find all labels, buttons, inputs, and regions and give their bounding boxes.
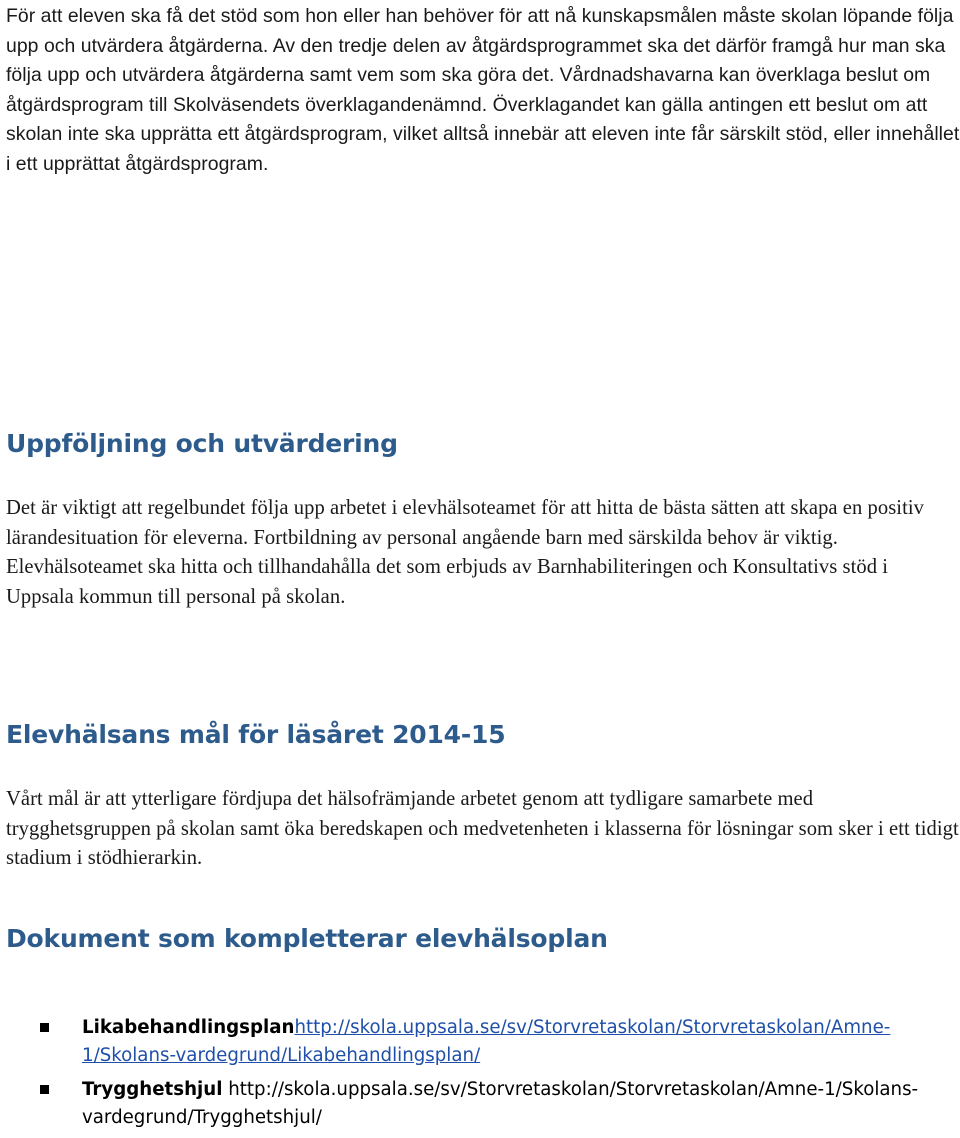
document-path-text: http://skola.uppsala.se/sv/Storvretaskolan/Storvretaskolan/Amne-1/Skolans-vardegrund/Trygghetshjul/ [82, 1079, 919, 1128]
document-link[interactable]: http://skola.uppsala.se/sv/Storvretaskolan/Storvretaskolan/Amne-1/Skolans-vardegrund/Likabehandlingsplan/ [82, 1017, 891, 1066]
intro-text-appeal: Vårdnadshavarna kan överklaga beslut om åtgärdsprogram till Skolväsendets överklagandenämnd. Överklagandet kan gälla antingen ett beslut om att skolan inte ska upprätta ett åtgärdsprogram, vilket alltså innebär att eleven inte får särskilt stöd, eller innehållet i ett upprättat åtgärdsprogram. [6, 64, 960, 175]
document-name: Trygghetshjul [82, 1079, 223, 1100]
square-bullet-icon [40, 1023, 49, 1032]
goals-text: Vårt mål är att ytterligare fördjupa det hälsofrämjande arbetet genom att tydligare samarbete med trygghetsgruppen på skolan samt öka beredskapen och medvetenheten i klasserna för lösningar som sker i ett tidigt stadium i stödhierarkin. [6, 788, 959, 869]
document-item-likabehandlingsplan [6, 1014, 960, 1070]
heading-follow-up: Uppföljning och utvärdering [6, 429, 398, 458]
heading-goals: Elevhälsans mål för läsåret 2014-15 [6, 720, 506, 749]
document-item-trygghetshjul [6, 1076, 960, 1132]
goals-paragraph [6, 785, 960, 874]
heading-documents: Dokument som kompletterar elevhälsoplan [6, 924, 608, 953]
square-bullet-icon [40, 1085, 49, 1094]
intro-paragraph [6, 2, 960, 179]
document-name: Likabehandlingsplan [82, 1017, 295, 1038]
intro-text-follow-up: För att eleven ska få det stöd som hon eller han behöver för att nå kunskapsmålen måste skolan löpande följa upp och utvärdera åtgärderna. Av den tredje delen av åtgärdsprogrammet ska det därför framgå hur man ska följa upp och utvärdera åtgärderna samt vem som ska göra det. [6, 5, 954, 86]
follow-up-paragraph [6, 494, 960, 612]
follow-up-text: Det är viktigt att regelbundet följa upp arbetet i elevhälsoteamet för att hitta de bästa sätten att skapa en positiv lärandesituation för eleverna. Fortbildning av personal angående barn med särskilda behov är viktig. Elevhälsoteamet ska hitta och tillhandahålla det som erbjuds av Barnhabiliteringen och Konsultativs stöd i Uppsala kommun till personal på skolan. [6, 497, 924, 608]
document-list [6, 1014, 960, 1138]
